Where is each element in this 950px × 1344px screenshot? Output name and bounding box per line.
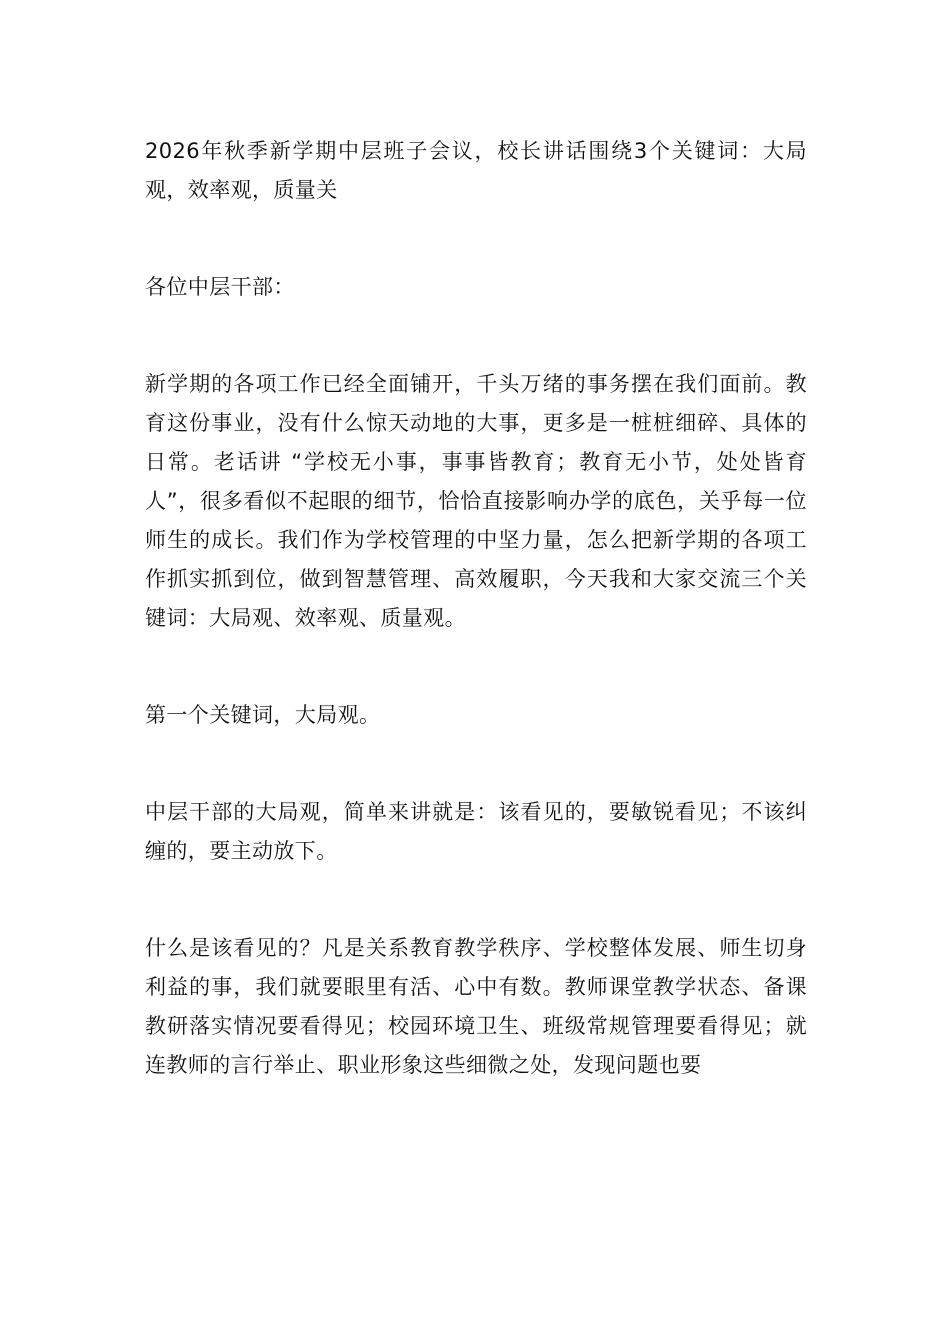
paragraph-keyword-one: 第一个关键词，大局观。: [145, 703, 381, 727]
paragraph-intro: 新学期的各项工作已经全面铺开，千头万绪的事务摆在我们面前。教育这份事业，没有什么惊天动地的大事，更多是一桩桩细碎、具体的日常。老话讲 “学校无小事，事事皆教育；教育无小节，处处皆育人”，很多看似不起眼的细节，恰恰直接影响办学的底色，关乎每一位师生的成长。我们作为学校管理的中坚力量，怎么把新学期的各项工作抓实抓到位，做到智慧管理、高效履职，今天我和大家交流三个关键词：大局观、效率观、质量观。: [145, 372, 807, 630]
paragraph-big-picture: 中层干部的大局观，简单来讲就是：该看见的，要敏锐看见；不该纠缠的，要主动放下。: [145, 800, 807, 863]
paragraph-what-to-see: 什么是该看见的？凡是关系教育教学秩序、学校整体发展、师生切身利益的事，我们就要眼里有活、心中有数。教师课堂教学状态、备课教研落实情况要看得见；校园环境卫生、班级常规管理要看得见；就连教师的言行举止、职业形象这些细微之处，发现问题也要: [145, 936, 807, 1077]
document-title: 2026年秋季新学期中层班子会议，校长讲话围绕3个关键词：大局观，效率观，质量关: [145, 139, 807, 202]
document-body: [145, 132, 807, 1085]
salutation: 各位中层干部：: [145, 275, 295, 299]
